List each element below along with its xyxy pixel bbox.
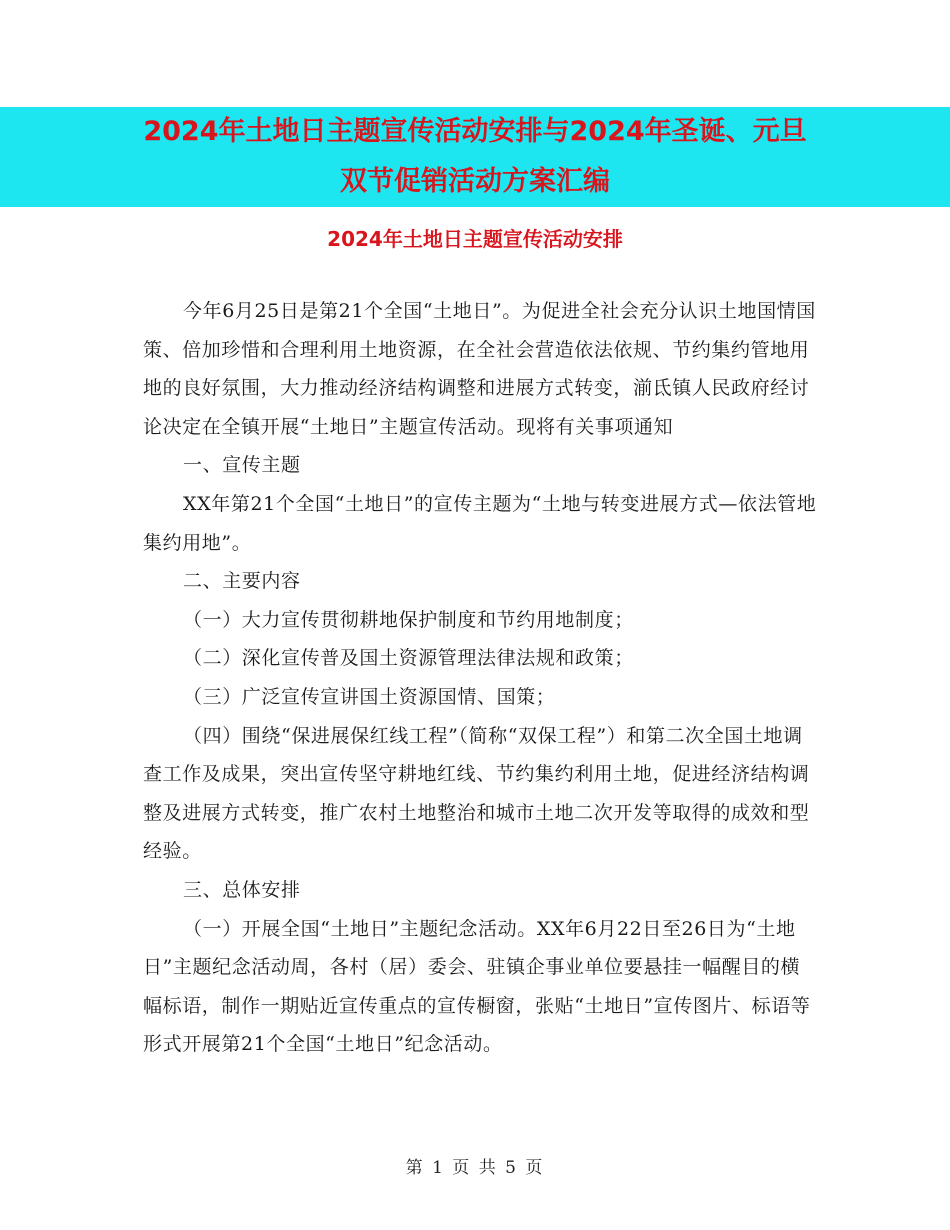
body-paragraph: XX年第21个全国“土地日”的宣传主题为“土地与转变进展方式—依法管地集约用地”。 — [143, 492, 817, 554]
body-paragraph: （二）深化宣传普及国土资源管理法律法规和政策； — [183, 647, 634, 670]
document-body — [143, 292, 818, 1064]
body-paragraph: （一）大力宣传贯彻耕地保护制度和节约用地制度； — [183, 608, 634, 631]
body-paragraph: 今年6月25日是第21个全国“土地日”。为促进全社会充分认识土地国情国策、倍加珍惜和合理利用土地资源，在全社会营造依法依规、节约集约管地用地的良好氛围，大力推动经济结构调整和进展方式转变，湔氐镇人民政府经讨论决定在全镇开展“土地日”主题宣传活动。现将有关事项通知 — [143, 300, 816, 438]
body-paragraph: （一）开展全国“土地日”主题纪念活动。XX年6月22日至26日为“土地日”主题纪念活动周，各村（居）委会、驻镇企事业单位要悬挂一幅醒目的横幅标语，制作一期贴近宣传重点的宣传橱窗，张贴“土地日”宣传图片、标语等形式开展第21个全国“土地日”纪念活动。 — [143, 917, 811, 1056]
document-title — [0, 107, 950, 207]
section-heading: 2024年土地日主题宣传活动安排 — [327, 227, 623, 251]
body-paragraph: （四）围绕“保进展保红线工程”（简称“双保工程”）和第二次全国土地调查工作及成果，突出宣传坚守耕地红线、节约集约利用土地，促进经济结构调整及进展方式转变，推广农村土地整治和城市土地二次开发等取得的成效和型经验。 — [143, 724, 810, 863]
page-footer: 第 1 页 共 5 页 — [405, 1158, 545, 1178]
title-line-1: 2024年土地日主题宣传活动安排与2024年圣诞、元旦 — [143, 116, 807, 147]
title-line-2: 双节促销活动方案汇编 — [340, 166, 610, 197]
body-paragraph: （三）广泛宣传宣讲国土资源国情、国策； — [183, 685, 556, 708]
body-paragraph: 三、总体安排 — [183, 878, 301, 901]
body-paragraph: 二、主要内容 — [183, 570, 301, 593]
body-paragraph: 一、宣传主题 — [183, 454, 301, 477]
